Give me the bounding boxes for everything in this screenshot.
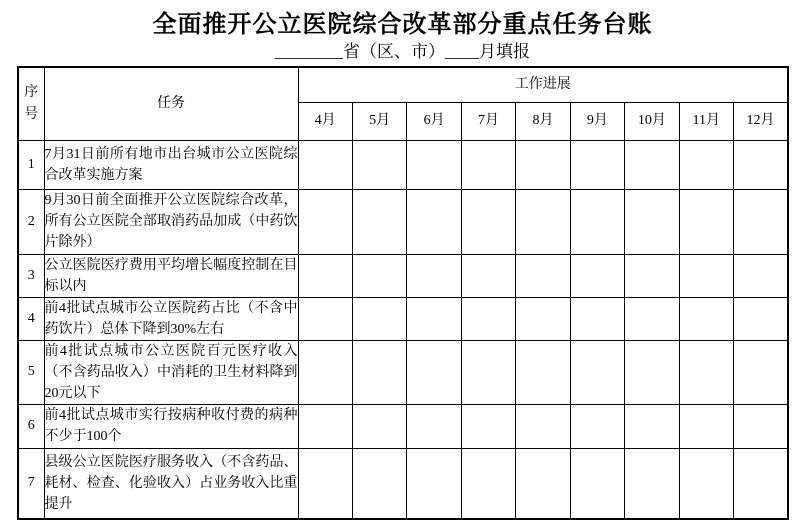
progress-cell-row1-4月[interactable] bbox=[298, 140, 352, 189]
header-index: 序号 bbox=[18, 67, 44, 140]
table-row bbox=[18, 140, 788, 189]
progress-cell-row6-10月[interactable] bbox=[625, 404, 679, 448]
task-text: 9月30日前全面推开公立医院综合改革，所有公立医院全部取消药品加成（中药饮片除外） bbox=[44, 189, 298, 254]
progress-cell-row4-11月[interactable] bbox=[679, 297, 733, 340]
progress-cell-row5-9月[interactable] bbox=[570, 340, 624, 404]
progress-cell-row6-11月[interactable] bbox=[679, 404, 733, 448]
progress-cell-row3-12月[interactable] bbox=[734, 254, 789, 297]
task-ledger-table bbox=[17, 66, 789, 520]
progress-cell-row5-7月[interactable] bbox=[461, 340, 515, 404]
progress-cell-row2-8月[interactable] bbox=[516, 189, 570, 254]
progress-cell-row2-4月[interactable] bbox=[298, 189, 352, 254]
progress-cell-row4-7月[interactable] bbox=[461, 297, 515, 340]
progress-cell-row6-9月[interactable] bbox=[570, 404, 624, 448]
table-row bbox=[18, 340, 788, 404]
progress-cell-row4-10月[interactable] bbox=[625, 297, 679, 340]
header-month-8月: 8月 bbox=[516, 102, 570, 140]
progress-cell-row2-5月[interactable] bbox=[352, 189, 406, 254]
page-subtitle: ________省（区、市）____月填报 bbox=[275, 42, 530, 61]
progress-cell-row2-6月[interactable] bbox=[407, 189, 461, 254]
progress-cell-row6-5月[interactable] bbox=[352, 404, 406, 448]
progress-cell-row2-9月[interactable] bbox=[570, 189, 624, 254]
progress-cell-row2-11月[interactable] bbox=[679, 189, 733, 254]
task-text: 前4批试点城市公立医院药占比（不含中药饮片）总体下降到30%左右 bbox=[44, 297, 298, 340]
progress-cell-row6-6月[interactable] bbox=[407, 404, 461, 448]
progress-cell-row2-12月[interactable] bbox=[734, 189, 789, 254]
progress-cell-row2-7月[interactable] bbox=[461, 189, 515, 254]
progress-cell-row7-9月[interactable] bbox=[570, 448, 624, 519]
progress-cell-row3-4月[interactable] bbox=[298, 254, 352, 297]
progress-cell-row6-7月[interactable] bbox=[461, 404, 515, 448]
progress-cell-row3-11月[interactable] bbox=[679, 254, 733, 297]
row-number: 4 bbox=[18, 297, 44, 340]
progress-cell-row1-5月[interactable] bbox=[352, 140, 406, 189]
progress-cell-row5-4月[interactable] bbox=[298, 340, 352, 404]
progress-cell-row1-7月[interactable] bbox=[461, 140, 515, 189]
progress-cell-row5-5月[interactable] bbox=[352, 340, 406, 404]
header-progress: 工作进展 bbox=[298, 67, 788, 102]
task-text: 前4批试点城市公立医院百元医疗收入（不含药品收入）中消耗的卫生材料降到20元以下 bbox=[44, 340, 298, 404]
progress-cell-row7-4月[interactable] bbox=[298, 448, 352, 519]
row-number: 1 bbox=[18, 140, 44, 189]
progress-cell-row1-8月[interactable] bbox=[516, 140, 570, 189]
table-row bbox=[18, 448, 788, 519]
progress-cell-row5-6月[interactable] bbox=[407, 340, 461, 404]
progress-cell-row4-5月[interactable] bbox=[352, 297, 406, 340]
progress-cell-row1-6月[interactable] bbox=[407, 140, 461, 189]
progress-cell-row3-8月[interactable] bbox=[516, 254, 570, 297]
progress-cell-row3-7月[interactable] bbox=[461, 254, 515, 297]
table-row bbox=[18, 189, 788, 254]
progress-cell-row6-12月[interactable] bbox=[734, 404, 789, 448]
header-month-5月: 5月 bbox=[352, 102, 406, 140]
progress-cell-row4-4月[interactable] bbox=[298, 297, 352, 340]
progress-cell-row7-5月[interactable] bbox=[352, 448, 406, 519]
progress-cell-row1-11月[interactable] bbox=[679, 140, 733, 189]
progress-cell-row6-8月[interactable] bbox=[516, 404, 570, 448]
row-number: 3 bbox=[18, 254, 44, 297]
progress-cell-row7-6月[interactable] bbox=[407, 448, 461, 519]
progress-cell-row4-12月[interactable] bbox=[734, 297, 789, 340]
row-number: 7 bbox=[18, 448, 44, 519]
progress-cell-row7-8月[interactable] bbox=[516, 448, 570, 519]
row-number: 6 bbox=[18, 404, 44, 448]
task-text: 前4批试点城市实行按病种收付费的病种不少于100个 bbox=[44, 404, 298, 448]
row-number: 2 bbox=[18, 189, 44, 254]
progress-cell-row5-11月[interactable] bbox=[679, 340, 733, 404]
header-month-11月: 11月 bbox=[679, 102, 733, 140]
progress-cell-row2-10月[interactable] bbox=[625, 189, 679, 254]
header-month-12月: 12月 bbox=[734, 102, 789, 140]
table-row bbox=[18, 254, 788, 297]
header-month-4月: 4月 bbox=[298, 102, 352, 140]
progress-cell-row1-9月[interactable] bbox=[570, 140, 624, 189]
progress-cell-row7-11月[interactable] bbox=[679, 448, 733, 519]
progress-cell-row1-10月[interactable] bbox=[625, 140, 679, 189]
progress-cell-row3-9月[interactable] bbox=[570, 254, 624, 297]
progress-cell-row4-8月[interactable] bbox=[516, 297, 570, 340]
row-number: 5 bbox=[18, 340, 44, 404]
progress-cell-row4-6月[interactable] bbox=[407, 297, 461, 340]
header-task: 任务 bbox=[44, 67, 298, 140]
table-row bbox=[18, 297, 788, 340]
progress-cell-row5-12月[interactable] bbox=[734, 340, 789, 404]
progress-cell-row3-5月[interactable] bbox=[352, 254, 406, 297]
header-row-top bbox=[18, 67, 788, 102]
progress-cell-row3-6月[interactable] bbox=[407, 254, 461, 297]
progress-cell-row5-8月[interactable] bbox=[516, 340, 570, 404]
progress-cell-row7-12月[interactable] bbox=[734, 448, 789, 519]
task-text: 公立医院医疗费用平均增长幅度控制在目标以内 bbox=[44, 254, 298, 297]
header-month-7月: 7月 bbox=[461, 102, 515, 140]
progress-cell-row1-12月[interactable] bbox=[734, 140, 789, 189]
progress-cell-row7-7月[interactable] bbox=[461, 448, 515, 519]
header-month-6月: 6月 bbox=[407, 102, 461, 140]
table-row bbox=[18, 404, 788, 448]
task-text: 县级公立医院医疗服务收入（不含药品、耗材、检查、化验收入）占业务收入比重提升 bbox=[44, 448, 298, 519]
progress-cell-row6-4月[interactable] bbox=[298, 404, 352, 448]
progress-cell-row4-9月[interactable] bbox=[570, 297, 624, 340]
task-text: 7月31日前所有地市出台城市公立医院综合改革实施方案 bbox=[44, 140, 298, 189]
progress-cell-row3-10月[interactable] bbox=[625, 254, 679, 297]
header-month-9月: 9月 bbox=[570, 102, 624, 140]
header-month-10月: 10月 bbox=[625, 102, 679, 140]
page-title: 全面推开公立医院综合改革部分重点任务台账 bbox=[152, 12, 653, 38]
progress-cell-row7-10月[interactable] bbox=[625, 448, 679, 519]
progress-cell-row5-10月[interactable] bbox=[625, 340, 679, 404]
